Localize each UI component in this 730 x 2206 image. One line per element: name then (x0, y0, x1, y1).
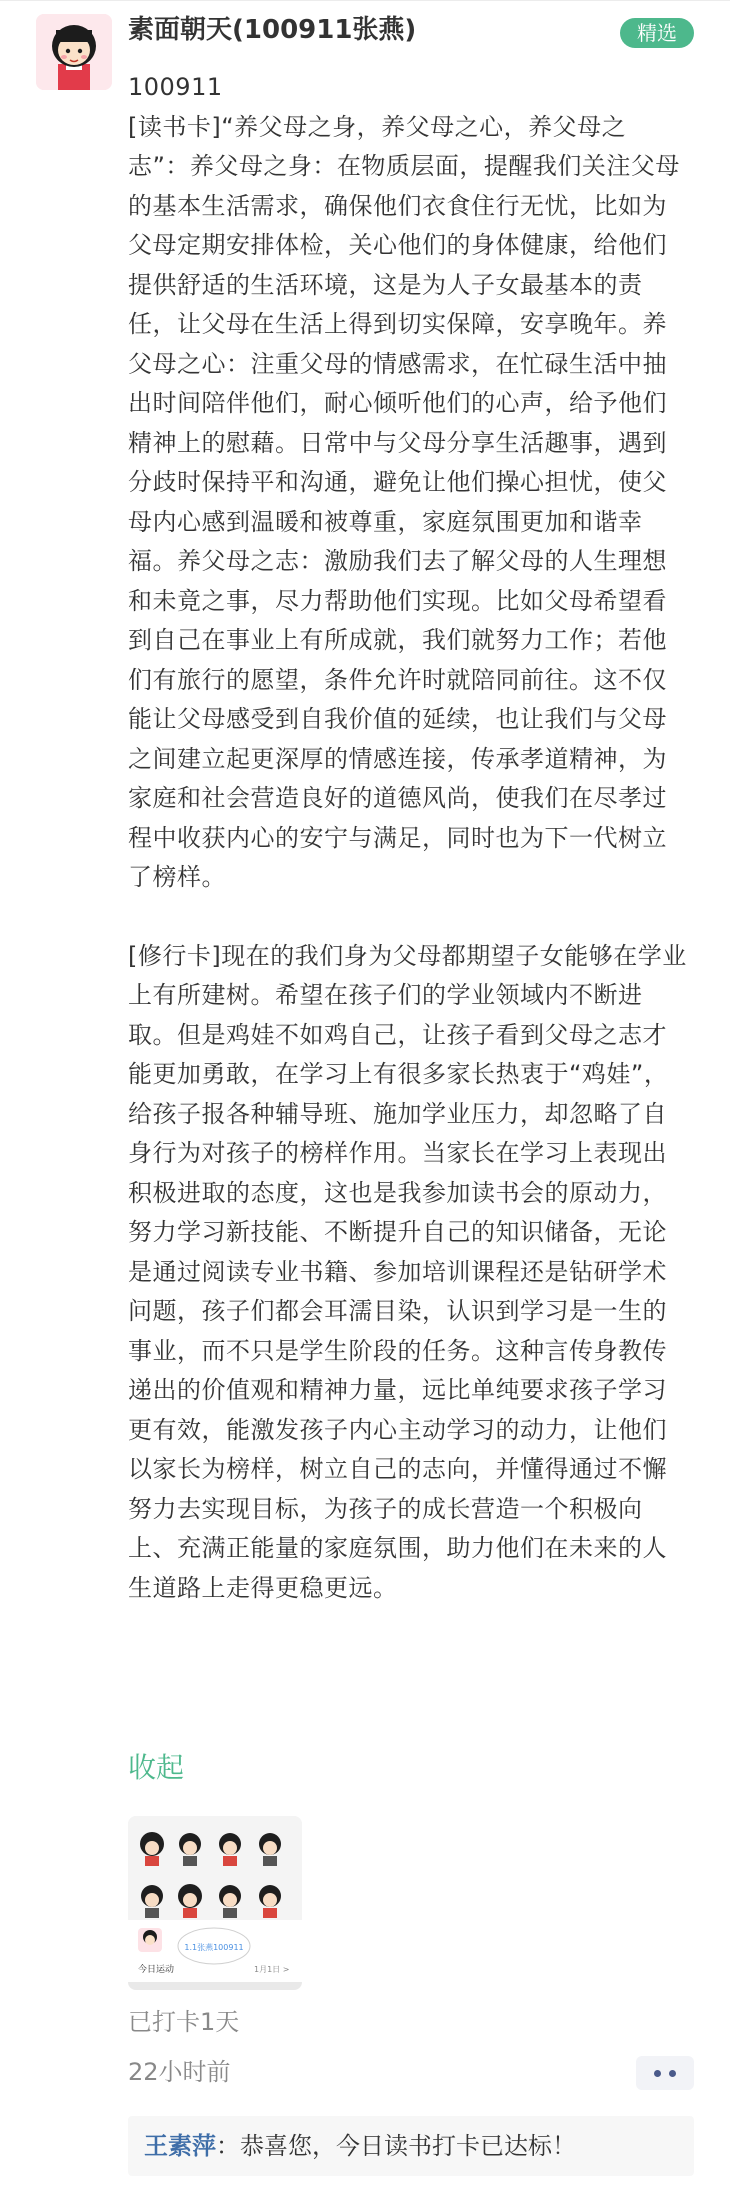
user-avatar[interactable] (36, 14, 112, 90)
comment-line (144, 2128, 576, 2164)
thumbnail-right-label: 1月1日 > (254, 1965, 290, 1974)
more-options-button[interactable] (636, 2056, 694, 2090)
featured-badge: 精选 (620, 18, 694, 48)
thumbnail-id-label: 1.1张燕100911 (184, 1943, 244, 1952)
paragraph-spacer (128, 898, 688, 937)
sticker-grid-image (128, 1816, 302, 1990)
more-dots-icon (669, 2070, 676, 2077)
comment-author[interactable]: 王素萍 (144, 2132, 216, 2160)
post-content (128, 68, 688, 1608)
reading-card-paragraph: 100911 [读书卡]“养父母之身，养父母之心，养父母之志”：养父母之身：在物质层面，提醒我们关注父母的基本生活需求，确保他们衣食住行无忧，比如为父母定期安排体检，关心他们的身体健康，给他们提供舒适的生活环境，这是为人子女最基本的责任，让父母在生活上得到切实保障，安享晚年。养父母之心：注重父母的情感需求，在忙碌生活中抽出时间陪伴他们，耐心倾听他们的心声，给予他们精神上的慰藉。日常中与父母分享生活趣事，遇到分歧时保持平和沟通，避免让他们操心担忧，使父母内心感到温暖和被尊重，家庭氛围更加和谐幸福。养父母之志：激励我们去了解父母的人生理想和未竟之事，尽力帮助他们实现。比如父母希望看到自己在事业上有所成就，我们就努力工作；若他们有旅行的愿望，条件允许时就陪同前往。这不仅能让父母感受到自我价值的延续，也让我们与父母之间建立起更深厚的情感连接，传承孝道精神，为家庭和社会营造良好的道德风尚，使我们在尽孝过程中收获内心的安宁与满足，同时也为下一代树立了榜样。 (128, 73, 680, 891)
post-author-name[interactable]: 素面朝天(100911张燕) (128, 15, 417, 45)
practice-card-paragraph: [修行卡]现在的我们身为父母都期望子女能够在学业上有所建树。希望在孩子们的学业领域内不断进取。但是鸡娃不如鸡自己，让孩子看到父母之志才能更加勇敢，在学习上有很多家长热衷于“鸡娃”，给孩子报各种辅导班、施加学业压力，却忽略了自身行为对孩子的榜样作用。当家长在学习上表现出积极进取的态度，这也是我参加读书会的原动力，努力学习新技能、不断提升自己的知识储备，无论是通过阅读专业书籍、参加培训课程还是钻研学术问题，孩子们都会耳濡目染，认识到学习是一生的事业，而不只是学生阶段的任务。这种言传身教传递出的价值观和精神力量，远比单纯要求孩子学习更有效，能激发孩子内心主动学习的动力，让他们以家长为榜样，树立自己的志向，并懂得通过不懈努力去实现目标，为孩子的成长营造一个积极向上、充满正能量的家庭氛围，助力他们在未来的人生道路上走得更稳更远。 (128, 941, 687, 1602)
more-dots-icon (654, 2070, 661, 2077)
attached-image-thumbnail[interactable] (128, 1816, 302, 1990)
collapse-link[interactable]: 收起 (128, 1751, 185, 1784)
comment-item[interactable] (128, 2116, 694, 2176)
checkin-days-status: 已打卡1天 (128, 2008, 240, 2036)
avatar-illustration (36, 14, 112, 90)
comment-separator: ： (216, 2132, 240, 2160)
top-divider (0, 0, 730, 1)
comment-text: 恭喜您，今日读书打卡已达标！ (240, 2132, 576, 2160)
thumbnail-left-label: 今日运动 (138, 1965, 175, 1975)
post-timestamp: 22小时前 (128, 2058, 231, 2086)
